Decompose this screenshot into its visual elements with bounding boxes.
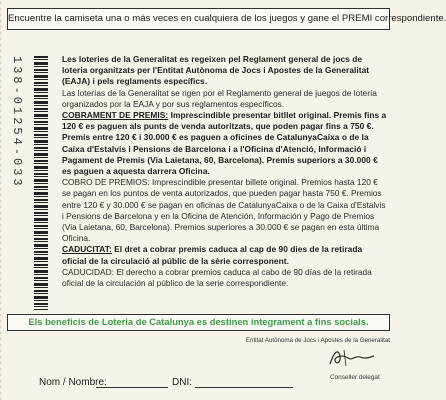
barcode [34, 56, 48, 310]
dni-field-label: DNI: [172, 377, 192, 388]
cobrament-title: COBRAMENT DE PREMIS: [62, 110, 169, 121]
signature-title: Conseller delegat [330, 374, 380, 381]
social-purpose-banner [7, 314, 390, 331]
nombre-label: / Nombre: [62, 377, 107, 388]
instructions-text: Encuentre la camiseta una o más veces en cualquiera de los juegos y gane el PREMI correspondiente. [8, 13, 446, 24]
caducitat-body: El dret a cobrar premis caduca al cap de 90 dies de la retirada oficial de la circulació al públic de la sèrie corresponent. [62, 244, 363, 266]
caducidad-paragraph [62, 267, 388, 289]
cobro-body: Imprescindible presentar billete original. Premios hasta 120 € se pagan en los puntos de venta autorizados, que pueden pagar hasta 750 €. Premios entre 120 € y 30.000 € se pagan en oficinas de CatalunyaCaixa o de la Caixa d'Estalvis i Pensions de Barcelona y en la Oficina de Atención, Información y Pago de Premios (Via Laietana, 60, Barcelona). Premios superiores a 30.000 € se pagan en esta última Oficina. [62, 177, 386, 244]
cobrament-paragraph [62, 110, 388, 177]
caducidad-title: CADUCIDAD: [62, 266, 114, 277]
intro-spanish: Las loterías de la Generalitat se rigen por el Reglamento general de juegos de lotería organizados por la EAJA y por sus reglamentos específicos. [62, 87, 377, 109]
signature-image [326, 346, 386, 368]
entity-name: Entitat Autònoma de Jocs i Apostes de la Generalitat [245, 337, 390, 344]
nom-label: Nom [39, 377, 61, 388]
name-field-line[interactable] [96, 387, 168, 388]
cobro-paragraph [62, 177, 388, 244]
dni-field-line[interactable] [195, 387, 293, 388]
rules-text-block [62, 54, 388, 289]
caducidad-body: El derecho a cobrar premios caduca al cabo de 90 días de la retirada oficial de la circulación al público de la serie correspondiente. [62, 266, 372, 289]
instructions-banner [7, 8, 446, 30]
perforated-edge [0, 0, 4, 400]
caducitat-paragraph [62, 244, 388, 266]
serial-number: 138-01254-033 [10, 56, 24, 189]
intro-catalan: Les loteries de la Generalitat es regeixen pel Reglament general de jocs de loteria organitzats per l'Entitat Autònoma de Jocs i Apostes de la Generalitat (EAJA) i pels reglaments específics. [62, 54, 370, 87]
social-purpose-text: Els beneficis de Loteria de Catalunya es destinen íntegrament a fins socials. [28, 316, 369, 327]
caducitat-title: CADUCITAT: [62, 244, 112, 255]
cobro-title: COBRO DE PREMIOS: [62, 177, 150, 188]
cobrament-body: Imprescindible presentar bitllet original. Premis fins a 120 € es paguen als punts de venda autoritzats, que poden pagar fins a 750 €. Premis entre 120 € i 30.000 € es paguen a oficines de CatalunyaCaixa o de la Caixa d'Estalvis i Pensions de Barcelona i a l'Oficina d'Atenció, Informació i Pagament de Premis (Via Laietana, 60, Barcelona). Premis superiors a 30.000 € es paguen a aquesta darrera Oficina. [62, 110, 387, 177]
